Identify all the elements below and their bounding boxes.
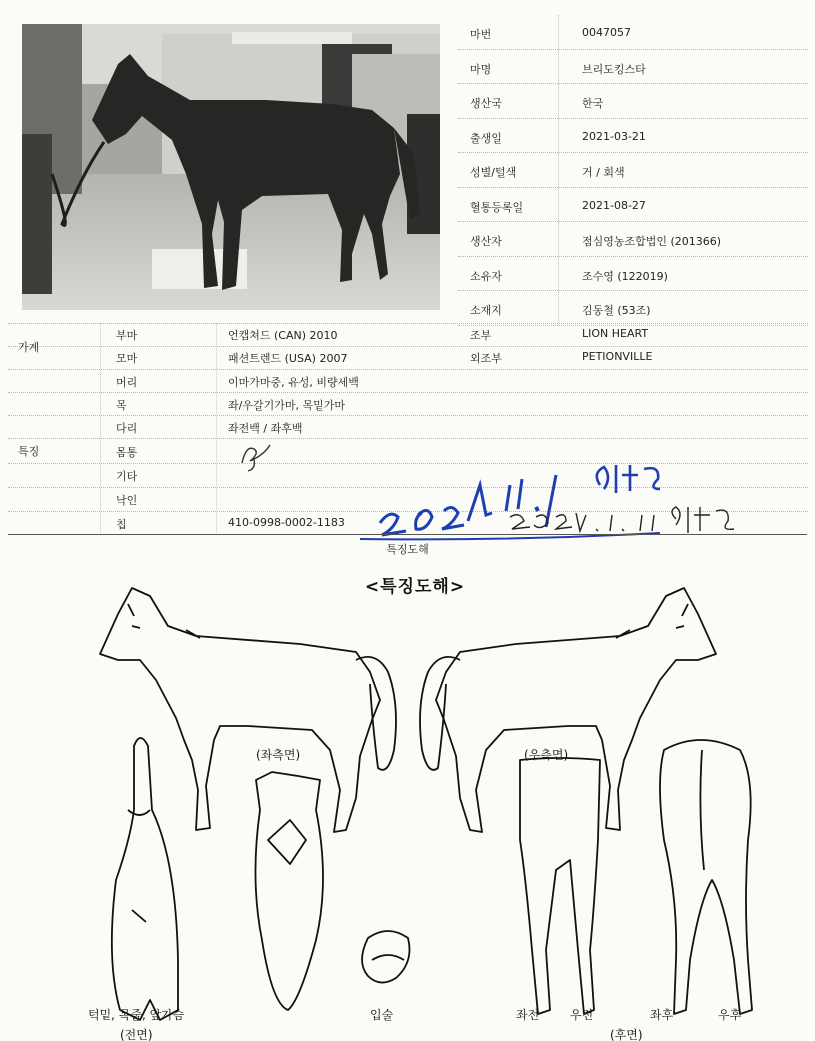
info-value: 점심영농조합법인 (201366) xyxy=(582,235,722,248)
info-value: 한국 xyxy=(582,97,604,110)
right-fore-label: 우전 xyxy=(570,1008,594,1022)
diagram-title: <특징도해> xyxy=(364,577,466,597)
feature-label: 목 xyxy=(116,399,127,412)
info-value: 거 / 회색 xyxy=(582,166,625,179)
info-label: 소재지 xyxy=(470,304,502,317)
sire-label: 부마 xyxy=(116,329,138,342)
grandsire-label: 조부 xyxy=(470,329,492,342)
horse-outline-icon xyxy=(0,580,815,1041)
dam-sire-value: PETIONVILLE xyxy=(582,350,653,363)
info-row xyxy=(458,84,808,119)
info-value: 조수영 (122019) xyxy=(582,269,668,283)
left-hind-label: 좌후 xyxy=(650,1008,674,1022)
feature-value: 이마가마중, 유성, 비량세백 xyxy=(228,376,359,389)
feature-label: 몸통 xyxy=(116,446,138,459)
feature-label: 다리 xyxy=(116,422,138,435)
section-divider xyxy=(8,534,807,535)
horse-info-table xyxy=(458,15,808,326)
info-row xyxy=(458,291,808,326)
info-label: 성별/털색 xyxy=(470,166,517,179)
info-row xyxy=(458,119,808,154)
pedigree-group-label: 가계 xyxy=(18,341,40,354)
lips-label: 입술 xyxy=(370,1008,394,1022)
grandsire-value: LION HEART xyxy=(582,327,649,340)
info-label: 출생일 xyxy=(470,131,502,145)
info-value: 2021-03-21 xyxy=(582,129,646,143)
info-row xyxy=(458,257,808,292)
info-label: 생산자 xyxy=(470,235,502,248)
info-label: 생산국 xyxy=(470,97,502,110)
rear-label: (후면) xyxy=(610,1028,643,1041)
info-label: 마명 xyxy=(470,62,492,76)
dam-sire-label: 외조부 xyxy=(470,352,502,365)
info-row xyxy=(458,222,808,257)
feature-value: 410-0998-0002-1183 xyxy=(228,516,345,529)
sire-value: 언캡쳐드 (CAN) 2010 xyxy=(228,329,338,342)
left-side-label: (좌측면) xyxy=(256,748,301,762)
feature-label: 칩 xyxy=(116,518,127,531)
pen-mark-icon xyxy=(236,435,286,475)
info-value: 0047057 xyxy=(582,26,631,39)
front-parts-label: 턱밑, 목줄, 앞가슴 xyxy=(88,1008,185,1022)
feature-label: 낙인 xyxy=(116,494,138,507)
info-row xyxy=(458,15,808,50)
info-row xyxy=(458,50,808,85)
info-row xyxy=(458,153,808,188)
info-value: 2021-08-27 xyxy=(582,198,646,212)
front-label: (전면) xyxy=(120,1028,153,1041)
feature-label: 기타 xyxy=(116,470,138,483)
dam-label: 모마 xyxy=(116,352,138,365)
feature-value: 좌/우갈기가마, 목밑가마 xyxy=(228,399,345,412)
info-value: 김동철 (53조) xyxy=(582,304,651,317)
info-label: 혈통등록일 xyxy=(470,200,524,214)
signature-icon xyxy=(360,455,780,555)
right-side-label: (우측면) xyxy=(524,748,569,762)
info-label: 소유자 xyxy=(470,269,502,283)
left-fore-label: 좌전 xyxy=(516,1008,540,1022)
horse-photo xyxy=(22,24,440,310)
feature-value: 좌전백 / 좌후백 xyxy=(228,422,303,435)
feature-label: 머리 xyxy=(116,376,138,389)
features-group-label: 특징 xyxy=(18,445,40,458)
diagram-caption: 특징도해 xyxy=(386,543,429,556)
markings-diagram xyxy=(0,580,815,1041)
dam-value: 패션트렌드 (USA) 2007 xyxy=(228,352,348,365)
info-label: 마번 xyxy=(470,28,492,41)
right-hind-label: 우후 xyxy=(718,1008,742,1022)
signature-area xyxy=(360,455,780,555)
info-value: 브리도킹스타 xyxy=(582,62,646,76)
info-row xyxy=(458,188,808,223)
